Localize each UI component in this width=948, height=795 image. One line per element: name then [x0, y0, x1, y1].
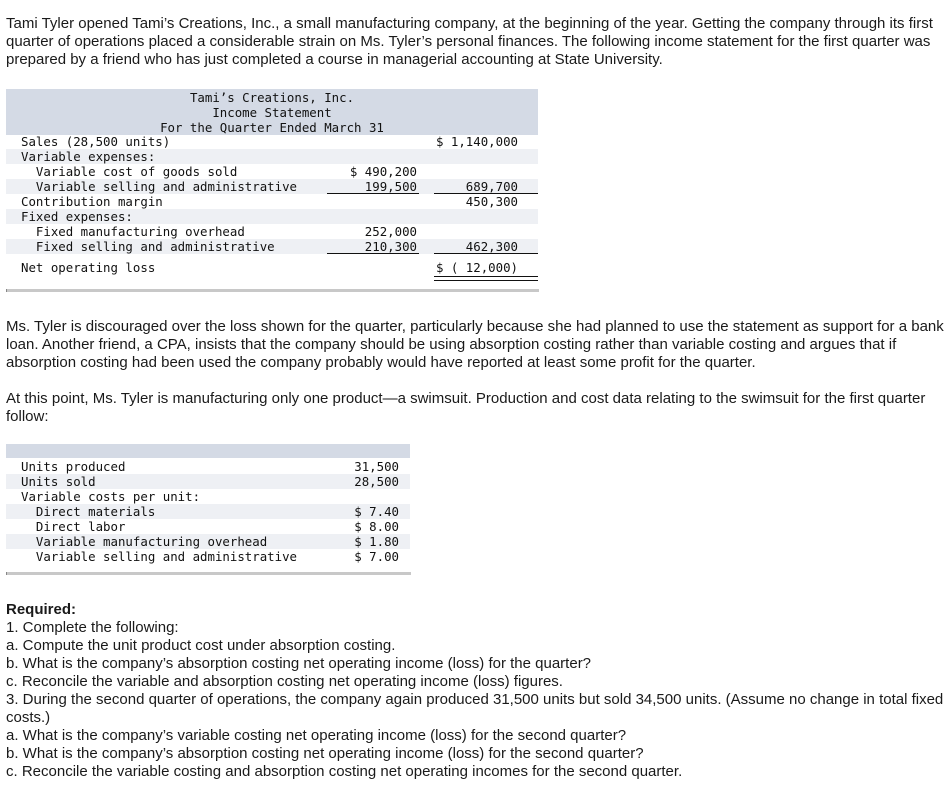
- production-row: Direct materials $ 7.40: [6, 504, 410, 519]
- discussion-paragraph: Ms. Tyler is discouraged over the loss shown for the quarter, particularly because she had planned to use the statement as support for a bank loan. Another friend, a CPA, insists that the company should be using absorption costing rather than variable costing and argues that if absorption costing had been used the company probably would have reported at least some profit for the quarter.: [6, 318, 944, 371]
- statement-header: [6, 89, 538, 135]
- required-item: a. Compute the unit product cost under absorption costing.: [6, 637, 396, 654]
- production-row: Units sold 28,500: [6, 474, 410, 489]
- intro-paragraph: Tami Tyler opened Tami’s Creations, Inc., a small manufacturing company, at the beginning of the year. Getting the company through its first quarter of operations placed a considerable strain on Ms. Tyler’s personal finances. The following income statement for the first quarter was prepared by a friend who has just completed a course in managerial accounting at State University.: [6, 15, 933, 68]
- statement-row: Fixed expenses:: [6, 209, 538, 224]
- required-item: c. Reconcile the variable costing and absorption costing net operating incomes for the second quarter.: [6, 763, 683, 780]
- required-heading: Required:: [6, 601, 77, 618]
- production-intro-paragraph: At this point, Ms. Tyler is manufacturing only one product—a swimsuit. Production and cost data relating to the swimsuit for the first quarter follow:: [6, 390, 926, 425]
- statement-row: Variable selling and administrative 199,500 689,700: [6, 179, 538, 194]
- required-item: a. What is the company’s variable costing net operating income (loss) for the second quarter?: [6, 727, 627, 744]
- production-row: Direct labor $ 8.00: [21, 519, 399, 534]
- statement-period: For the Quarter Ended March 31: [160, 120, 384, 135]
- statement-row: Net operating loss $ ( 12,000): [6, 260, 538, 275]
- total-double-rule: [434, 276, 538, 281]
- production-data-table: [6, 444, 410, 574]
- statement-company: Tami’s Creations, Inc.: [189, 90, 355, 105]
- required-section: [6, 601, 944, 781]
- production-row: Variable selling and administrative $ 7.00: [21, 549, 399, 564]
- production-row: Variable costs per unit:: [21, 489, 201, 504]
- required-item: b. What is the company’s absorption costing net operating income (loss) for the quarter?: [6, 655, 592, 672]
- subtotal-rule: [434, 253, 538, 254]
- statement-title: Income Statement: [212, 105, 332, 120]
- required-item: 3. During the second quarter of operations, the company again produced 31,500 units but sold 34,500 units. (Assume no change in total fixed costs.): [6, 691, 944, 726]
- statement-row: Variable cost of goods sold $ 490,200: [21, 164, 417, 179]
- required-item: b. What is the company’s absorption costing net operating income (loss) for the second quarter?: [6, 745, 644, 762]
- statement-row: Contribution margin 450,300: [21, 194, 518, 209]
- production-header: [6, 444, 410, 458]
- income-statement-table: [6, 89, 538, 293]
- required-item: 1. Complete the following:: [6, 619, 179, 636]
- table-scrollbar[interactable]: [6, 289, 539, 292]
- statement-row: Variable expenses:: [6, 149, 538, 164]
- statement-row: Sales (28,500 units) $ 1,140,000: [21, 134, 518, 149]
- statement-row: Fixed manufacturing overhead 252,000: [21, 224, 417, 239]
- statement-row: Fixed selling and administrative 210,300 462,300: [6, 239, 538, 254]
- production-row: Variable manufacturing overhead $ 1.80: [6, 534, 410, 549]
- table-scrollbar[interactable]: [6, 572, 411, 575]
- production-row: Units produced 31,500: [21, 459, 399, 474]
- subtotal-rule: [327, 253, 419, 254]
- required-item: c. Reconcile the variable and absorption costing net operating income (loss) figures.: [6, 673, 563, 690]
